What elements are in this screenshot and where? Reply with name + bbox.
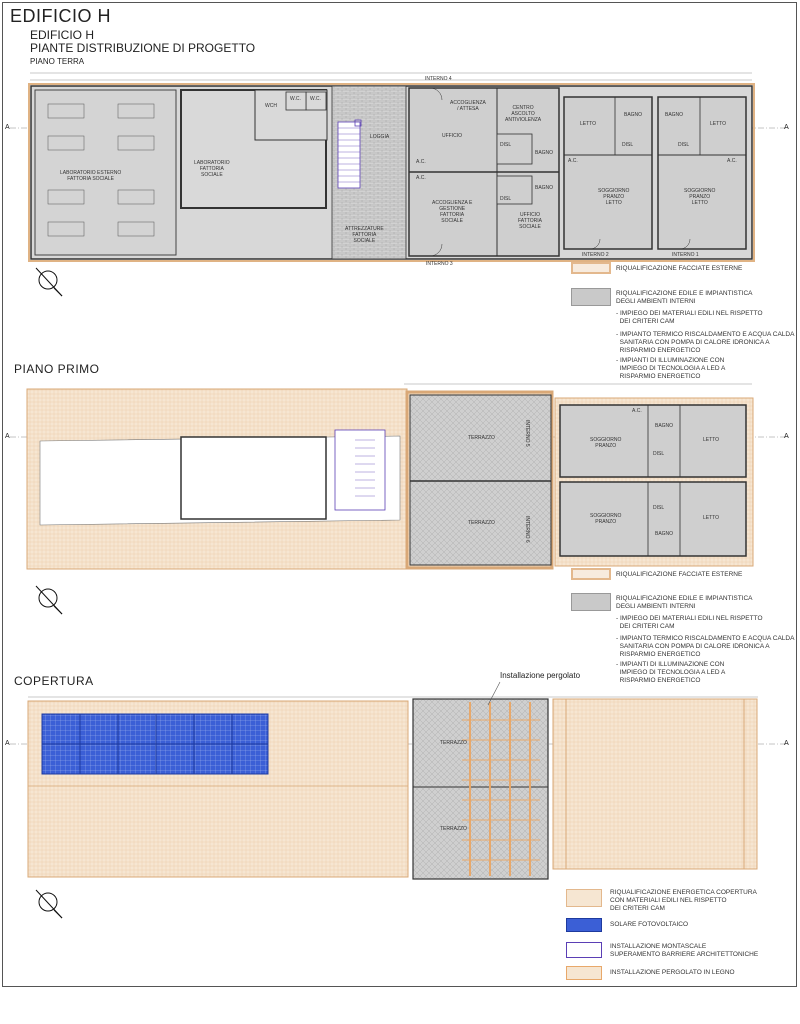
- room-label-terrazzo: TERRAZZO: [440, 740, 467, 746]
- legend-label-stairlift: INSTALLAZIONE MONTASCALE SUPERAMENTO BARRIERE ARCHITETTONICHE: [610, 943, 759, 958]
- entrance-label: INTERNO 1: [672, 252, 699, 258]
- room-label-bagno: BAGNO: [535, 185, 554, 191]
- page-title: EDIFICIO H: [10, 6, 112, 26]
- room-label-wch: WCH: [265, 103, 277, 109]
- room-label-letto: LETTO: [703, 515, 720, 521]
- room-label-wc: W.C.: [290, 96, 301, 102]
- legend-swatch-pergola: [566, 966, 602, 980]
- legend-bullet: - IMPIANTO TERMICO RISCALDAMENTO E ACQUA CALDA SANITARIA CON POMPA DI CALORE IDRONICA A RISPARMIO ENERGETICO: [616, 635, 795, 658]
- room-label-lab-esterno: LABORATORIO ESTERNO FATTORIA SOCIALE: [60, 170, 122, 182]
- section-mark-a: A: [5, 740, 10, 747]
- drawing-description: PIANTE DISTRIBUZIONE DI PROGETTO: [30, 41, 256, 55]
- legend-swatch-facade: [571, 568, 611, 580]
- room-label-bagno: BAGNO: [655, 531, 674, 537]
- room-label-disl: DISL: [678, 142, 690, 148]
- legend-label-pergola: INSTALLAZIONE PERGOLATO IN LEGNO: [610, 969, 735, 976]
- room-label-loggia: LOGGIA: [370, 134, 390, 140]
- room-label-soggiorno: SOGGIORNO PRANZO: [590, 513, 622, 525]
- room-label-ac: A.C.: [568, 158, 578, 164]
- north-arrow-icon: [36, 890, 62, 918]
- room-label-letto: LETTO: [580, 121, 597, 127]
- section-mark-a: A: [5, 124, 10, 131]
- room-label-soggiorno: SOGGIORNO PRANZO: [590, 437, 622, 449]
- room-label-disl: DISL: [500, 196, 512, 202]
- entrance-label: INTERNO 6: [524, 516, 530, 543]
- legend-bullet: - IMPIEGO DEI MATERIALI EDILI NEL RISPETTO DEI CRITERI CAM: [616, 615, 763, 630]
- legend-swatch-stairlift: [566, 942, 602, 958]
- room-label-centro-ascolto: CENTRO ASCOLTO ANTIVIOLENZA: [505, 105, 542, 123]
- entrance-label: INTERNO 2: [582, 252, 609, 258]
- legend-label-interior: RIQUALIFICAZIONE EDILE E IMPIANTISTICA DEGLI AMBIENTI INTERNI: [616, 595, 753, 610]
- legend-bullet: - IMPIEGO DEI MATERIALI EDILI NEL RISPETTO DEI CRITERI CAM: [616, 310, 763, 325]
- section-title-roof: COPERTURA: [14, 674, 94, 688]
- room-label-bagno: BAGNO: [665, 112, 684, 118]
- room-label-ufficio: UFFICIO: [442, 133, 462, 139]
- legend-swatch-solar: [566, 918, 602, 932]
- room-label-lab-fattoria: LABORATORIO FATTORIA SOCIALE: [194, 160, 230, 178]
- legend-swatch-interior: [571, 288, 611, 306]
- section-mark-a: A: [784, 124, 789, 131]
- legend-swatch-roof: [566, 889, 602, 907]
- room-label-letto: LETTO: [710, 121, 727, 127]
- room-label-attrezzature: ATTREZZATURE FATTORIA SOCIALE: [345, 226, 384, 244]
- room-label-ac: A.C.: [416, 175, 426, 181]
- legend-label-solar: SOLARE FOTOVOLTAICO: [610, 921, 689, 928]
- section-mark-a: A: [784, 740, 789, 747]
- section-mark-a: A: [784, 433, 789, 440]
- room-label-bagno: BAGNO: [655, 423, 674, 429]
- room-label-letto: LETTO: [703, 437, 720, 443]
- room-label-disl: DISL: [622, 142, 634, 148]
- entrance-label: INTERNO 5: [524, 420, 530, 447]
- legend-label-facade: RIQUALIFICAZIONE FACCIATE ESTERNE: [616, 571, 743, 578]
- section-mark-a: A: [5, 433, 10, 440]
- entrance-label: INTERNO 4: [425, 76, 452, 82]
- room-label-ac: A.C.: [632, 408, 642, 414]
- room-label-ufficio-fattoria: UFFICIO FATTORIA SOCIALE: [518, 212, 542, 230]
- ground-floor-plan: [10, 73, 790, 296]
- room-label-ac: A.C.: [416, 159, 426, 165]
- roof-plan: [10, 682, 790, 918]
- room-label-ac: A.C.: [727, 158, 737, 164]
- north-arrow-icon: [36, 586, 62, 614]
- section-title-first-floor: PIANO PRIMO: [14, 362, 100, 376]
- legend-label-interior: RIQUALIFICAZIONE EDILE E IMPIANTISTICA DEGLI AMBIENTI INTERNI: [616, 290, 753, 305]
- legend-label-facade: RIQUALIFICAZIONE FACCIATE ESTERNE: [616, 265, 743, 272]
- room-label-bagno: BAGNO: [535, 150, 554, 156]
- legend-label-roof: RIQUALIFICAZIONE ENERGETICA COPERTURA CON MATERIALI EDILI NEL RISPETTO DEI CRITERI CAM: [610, 889, 757, 912]
- room-label-disl: DISL: [500, 142, 512, 148]
- page-subtitle: EDIFICIO H: [30, 28, 95, 42]
- room-label-terrazzo: TERRAZZO: [468, 520, 495, 526]
- room-label-disl: DISL: [653, 505, 665, 511]
- entrance-label: INTERNO 3: [426, 261, 453, 267]
- legend-bullet: - IMPIANTO TERMICO RISCALDAMENTO E ACQUA CALDA SANITARIA CON POMPA DI CALORE IDRONICA A RISPARMIO ENERGETICO: [616, 331, 795, 354]
- room-label-wc: W.C.: [310, 96, 321, 102]
- room-label-terrazzo: TERRAZZO: [468, 435, 495, 441]
- floor-label-ground: PIANO TERRA: [30, 57, 85, 66]
- legend-swatch-facade: [571, 262, 611, 274]
- first-floor-plan: [10, 384, 790, 614]
- pergola-note: Installazione pergolato: [500, 671, 581, 680]
- room-label-soggiorno: SOGGIORNO PRANZO LETTO: [598, 188, 630, 206]
- north-arrow-icon: [36, 268, 62, 296]
- legend-swatch-interior: [571, 593, 611, 611]
- legend-bullet: - IMPIANTI DI ILLUMINAZIONE CON IMPIEGO DI TECNOLOGIA A LED A RISPARMIO ENERGETICO: [616, 357, 726, 380]
- room-label-disl: DISL: [653, 451, 665, 457]
- legend-bullet: - IMPIANTI DI ILLUMINAZIONE CON IMPIEGO DI TECNOLOGIA A LED A RISPARMIO ENERGETICO: [616, 661, 726, 684]
- room-label-soggiorno: SOGGIORNO PRANZO LETTO: [684, 188, 716, 206]
- room-label-terrazzo: TERRAZZO: [440, 826, 467, 832]
- room-label-bagno: BAGNO: [624, 112, 643, 118]
- room-label-accoglienza-attesa: ACCOGLIENZA / ATTESA: [450, 100, 486, 112]
- room-label-accoglienza-gestione: ACCOGLIENZA E GESTIONE FATTORIA SOCIALE: [432, 200, 473, 224]
